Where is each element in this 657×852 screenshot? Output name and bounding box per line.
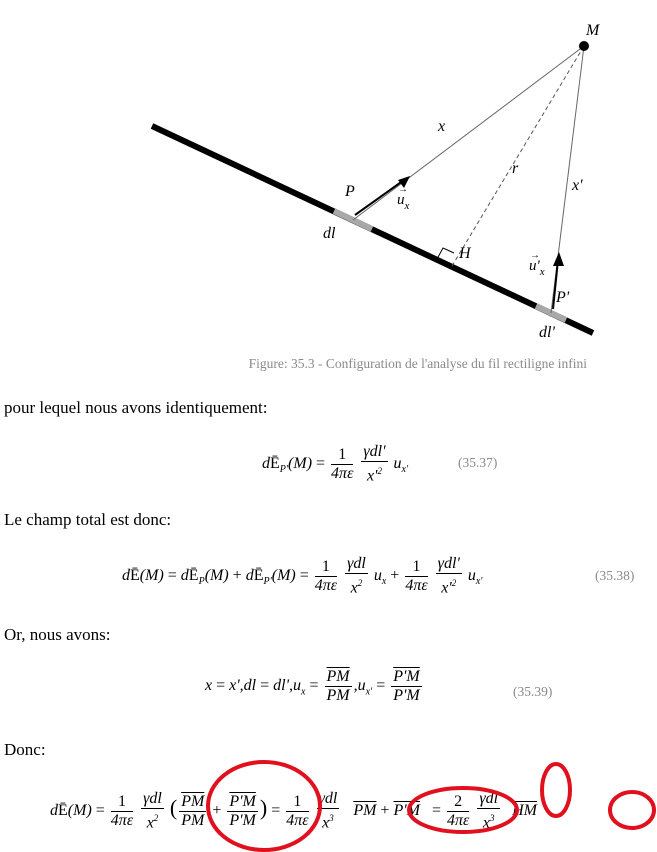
label-P: P xyxy=(345,183,355,200)
circle-hm xyxy=(610,792,654,828)
point-M xyxy=(579,41,589,51)
circle-fraction-sum xyxy=(208,762,320,850)
label-dl-prime: dl' xyxy=(539,324,555,341)
vec-arrow-ux: → xyxy=(398,184,408,195)
circle-vector-sum xyxy=(409,788,517,832)
equation-35-39: $x = x',dl = dl',u_x$ = $\frac{\overline{PM}}{PM}$ $,u_{x'}$ = $\frac{P'M}{P'M}$ xyxy=(205,668,420,704)
red-annotations xyxy=(0,750,657,852)
wire-diagram xyxy=(0,0,657,350)
equation-final: dĒ(M) = $\frac{1}{4\pi\varepsilon}$ $\frac{\text{γdl}}{x^2}$ ( $\frac{\overline{PM}}{PM}$ + $\frac{P'M}{P'M}$ ) = $\frac{1}{4\pi\varepsilon}$ $\frac{\text{γdl}}{x^3}$ $\overline{PM} + P'M$ = $\frac{2}{4\pi\varepsilon}$ $\frac{\text{γdl}}{x^3}$ $\overline{HM}$ xyxy=(50,790,537,832)
label-dl: dl xyxy=(323,225,336,242)
label-H: H xyxy=(459,245,471,262)
equation-number-35-39: (35.39) xyxy=(513,684,553,699)
equation-35-37: $dĒ_{P'}(M)$ = $\frac{1}{4\pi\varepsilon}$ $\frac{\text{γdl'}}{x'^2}$ $u_{x'}$ xyxy=(262,443,409,485)
equation-35-38: dĒ(M) = $dĒ_P(M)$ + $dĒ_{P'}(M)$ = $\frac{1}{4\pi\varepsilon}$ $\frac{\text{γdl}}{x^2}$ $u_x$ + $\frac{1}{4\pi\varepsilon}$ $\frac{\text{γdl'}}{x'^2}$ $u_{x'}$ xyxy=(122,555,483,597)
right-angle-marker xyxy=(437,248,454,259)
equation-number-35-37: (35.37) xyxy=(458,455,498,470)
paragraph-3: Or, nous avons: xyxy=(4,625,111,644)
label-r: r xyxy=(512,160,519,177)
label-P-prime: P' xyxy=(556,289,570,306)
label-x-prime: x' xyxy=(572,177,583,194)
vec-arrow-uxp: → xyxy=(530,250,540,261)
arrowhead-uxp xyxy=(553,252,564,266)
line-x xyxy=(353,46,584,220)
label-x: x xyxy=(438,118,446,135)
circle-factor-two xyxy=(542,764,570,816)
line-r xyxy=(452,46,584,266)
label-uxp: $u'_x$ xyxy=(529,258,545,278)
label-ux: $u_x$ xyxy=(397,192,410,212)
figure-caption: Figure: 35.3 - Configuration de l'analyse du fil rectiligne infini xyxy=(248,356,587,371)
equation-number-35-38: (35.38) xyxy=(595,568,635,583)
paragraph-4: Donc: xyxy=(4,740,46,759)
paragraph-1: pour lequel nous avons identiquement: xyxy=(4,398,268,417)
infinite-wire xyxy=(152,126,593,333)
label-M: M xyxy=(586,22,600,39)
paragraph-2: Le champ total est donc: xyxy=(4,510,172,529)
